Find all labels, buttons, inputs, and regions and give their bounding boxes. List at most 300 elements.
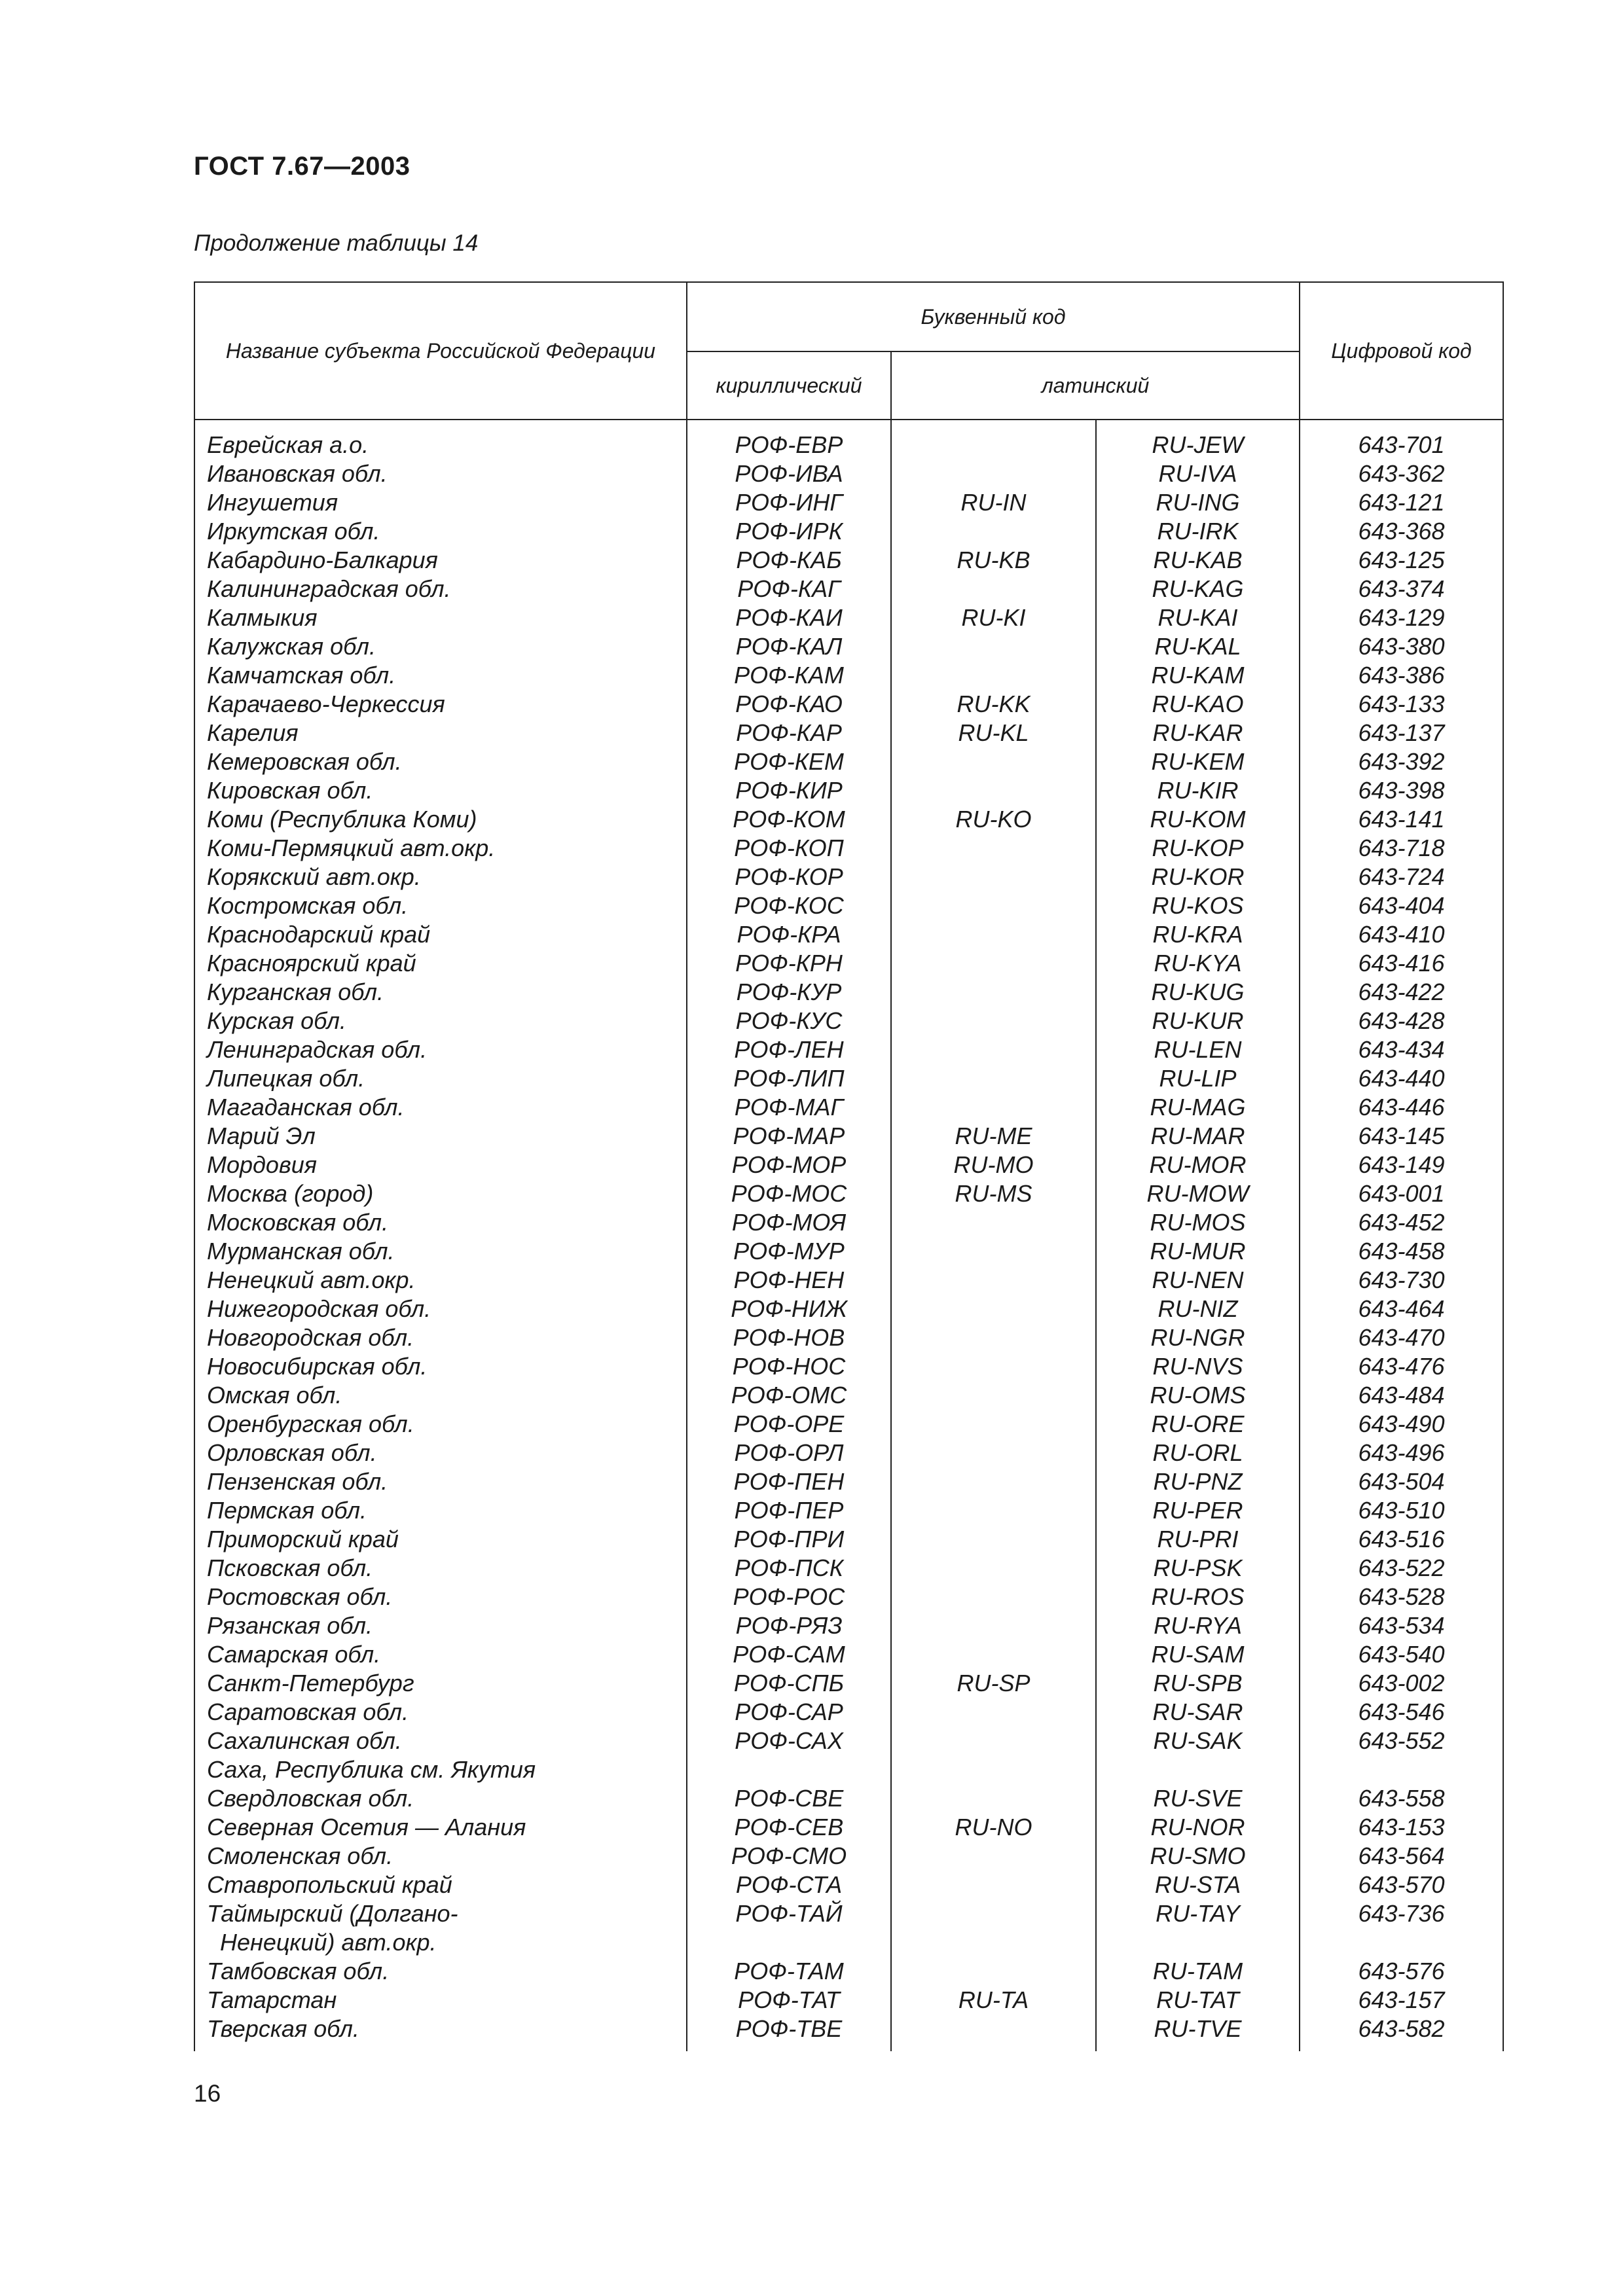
cell-digital-code-text: 643-496 xyxy=(1358,1439,1445,1466)
cell-digital-code-text: 643-484 xyxy=(1358,1382,1445,1408)
cell-digital-code xyxy=(1300,1727,1503,1755)
cell-cyrillic-code-text: РОФ-КУС xyxy=(735,1007,843,1034)
cell-cyrillic-code-text: РОФ-ОРЕ xyxy=(733,1410,845,1437)
cell-latin-3-code-text: RU-PSK xyxy=(1153,1554,1243,1581)
cell-digital-code xyxy=(1300,1899,1503,1928)
cell-subject-name-text: Новосибирская обл. xyxy=(207,1353,428,1380)
cell-latin-3-code-text: RU-TAM xyxy=(1152,1958,1243,1984)
cell-cyrillic-code-text: РОФ-КОР xyxy=(735,863,843,890)
cell-subject-name-text: Курганская обл. xyxy=(207,978,384,1005)
cell-digital-code xyxy=(1300,1381,1503,1410)
cell-digital-code xyxy=(1300,1410,1503,1439)
cell-cyrillic-code xyxy=(687,575,891,603)
cell-subject-name-text: Северная Осетия — Алания xyxy=(207,1814,526,1840)
cell-latin-3-code xyxy=(1096,459,1300,488)
cell-cyrillic-code xyxy=(687,1179,891,1208)
cell-latin-3-code xyxy=(1096,1093,1300,1122)
table-row xyxy=(194,1410,1503,1439)
table-body xyxy=(194,420,1503,2051)
cell-subject-name xyxy=(194,1899,687,1928)
cell-digital-code-text: 643-701 xyxy=(1358,431,1445,458)
cell-subject-name xyxy=(194,1122,687,1151)
cell-digital-code xyxy=(1300,1525,1503,1554)
cell-cyrillic-code-text: РОФ-КАО xyxy=(735,691,843,717)
cell-digital-code xyxy=(1300,1266,1503,1295)
cell-latin-2-code xyxy=(891,603,1096,632)
cell-latin-2-code xyxy=(891,459,1096,488)
cell-latin-3-code-text: RU-LEN xyxy=(1154,1036,1242,1063)
cell-latin-2-code-text: RU-MO xyxy=(953,1151,1034,1178)
cell-latin-3-code-text: RU-NVS xyxy=(1152,1353,1243,1380)
cell-subject-name-text: Кабардино-Балкария xyxy=(207,547,438,573)
cell-digital-code xyxy=(1300,1439,1503,1467)
cell-latin-3-code xyxy=(1096,805,1300,834)
cell-cyrillic-code-text: РОФ-МАР xyxy=(733,1122,845,1149)
cell-digital-code xyxy=(1300,834,1503,863)
table-caption: Продолжение таблицы 14 xyxy=(194,230,479,256)
cell-cyrillic-code xyxy=(687,1266,891,1295)
cell-latin-3-code xyxy=(1096,1323,1300,1352)
cell-latin-2-code xyxy=(891,1727,1096,1755)
cell-latin-3-code-text: RU-KUR xyxy=(1152,1007,1244,1034)
cell-latin-3-code xyxy=(1096,546,1300,575)
cell-latin-3-code xyxy=(1096,1611,1300,1640)
cell-latin-3-code xyxy=(1096,949,1300,978)
cell-subject-name-text: Самарская обл. xyxy=(207,1641,381,1668)
cell-latin-3-code xyxy=(1096,575,1300,603)
cell-subject-name xyxy=(194,2015,687,2051)
cell-cyrillic-code-text: РОФ-РЯЗ xyxy=(735,1612,843,1639)
cell-cyrillic-code xyxy=(687,1352,891,1381)
cell-digital-code-text: 643-452 xyxy=(1358,1209,1445,1236)
table-row xyxy=(194,1842,1503,1871)
cell-subject-name xyxy=(194,1640,687,1669)
cell-subject-name xyxy=(194,1727,687,1755)
cell-latin-3-code xyxy=(1096,488,1300,517)
cell-digital-code xyxy=(1300,1352,1503,1381)
table-row xyxy=(194,1957,1503,1986)
cell-subject-name xyxy=(194,1842,687,1871)
cell-digital-code-text: 643-145 xyxy=(1358,1122,1445,1149)
table-row xyxy=(194,1179,1503,1208)
cell-subject-name xyxy=(194,1871,687,1899)
cell-subject-name-text: Ростовская обл. xyxy=(207,1583,393,1610)
cell-latin-2-code xyxy=(891,1611,1096,1640)
cell-cyrillic-code-text: РОФ-САХ xyxy=(735,1727,843,1754)
cell-latin-2-code-text: RU-KB xyxy=(957,547,1030,573)
cell-cyrillic-code-text: РОФ-МАГ xyxy=(734,1094,844,1121)
cell-digital-code-text: 643-141 xyxy=(1358,806,1445,833)
cell-digital-code-text: 643-546 xyxy=(1358,1698,1445,1725)
cell-subject-name xyxy=(194,603,687,632)
cell-digital-code xyxy=(1300,1957,1503,1986)
cell-latin-2-code xyxy=(891,1352,1096,1381)
cell-cyrillic-code-text: РОФ-КАЛ xyxy=(735,633,843,660)
cell-subject-name-text: Приморский край xyxy=(207,1526,399,1552)
cell-digital-code-text: 643-398 xyxy=(1358,777,1445,804)
cell-digital-code xyxy=(1300,420,1503,459)
cell-latin-3-code xyxy=(1096,1525,1300,1554)
cell-cyrillic-code-text: РОФ-КАГ xyxy=(737,575,841,602)
page-number: 16 xyxy=(194,2080,221,2107)
cell-latin-2-code-text: RU-KL xyxy=(958,719,1029,746)
cell-latin-3-code-text: RU-ORE xyxy=(1151,1410,1245,1437)
cell-latin-3-code xyxy=(1096,1957,1300,1986)
table-row xyxy=(194,1928,1503,1957)
table-row xyxy=(194,747,1503,776)
cell-subject-name-text: Липецкая обл. xyxy=(207,1065,365,1092)
cell-latin-3-code xyxy=(1096,776,1300,805)
cell-cyrillic-code-text: РОФ-РОС xyxy=(733,1583,845,1610)
header-subject-name: Название субъекта Российской Федерации xyxy=(194,282,687,420)
cell-subject-name xyxy=(194,805,687,834)
cell-subject-name xyxy=(194,632,687,661)
cell-subject-name xyxy=(194,1583,687,1611)
cell-cyrillic-code xyxy=(687,805,891,834)
cell-latin-3-code xyxy=(1096,863,1300,891)
cell-cyrillic-code xyxy=(687,1957,891,1986)
cell-latin-3-code xyxy=(1096,1007,1300,1035)
cell-cyrillic-code xyxy=(687,459,891,488)
cell-cyrillic-code-text: РОФ-КАМ xyxy=(734,662,844,689)
cell-subject-name-text: Псковская обл. xyxy=(207,1554,373,1581)
cell-digital-code xyxy=(1300,661,1503,690)
cell-digital-code-text: 643-510 xyxy=(1358,1497,1445,1524)
cell-digital-code xyxy=(1300,2015,1503,2051)
table-row xyxy=(194,920,1503,949)
table-row xyxy=(194,949,1503,978)
cell-subject-name xyxy=(194,1669,687,1698)
cell-latin-2-code xyxy=(891,1007,1096,1035)
table-row xyxy=(194,1640,1503,1669)
cell-subject-name-text: Москва (город) xyxy=(207,1180,374,1207)
cell-latin-3-code-text: RU-MOR xyxy=(1149,1151,1247,1178)
table-row xyxy=(194,2015,1503,2051)
cell-digital-code-text: 643-558 xyxy=(1358,1785,1445,1812)
cell-latin-2-code xyxy=(891,632,1096,661)
cell-latin-2-code xyxy=(891,776,1096,805)
table-row xyxy=(194,1007,1503,1035)
cell-cyrillic-code-text: РОФ-ОМС xyxy=(731,1382,847,1408)
cell-digital-code-text: 643-458 xyxy=(1358,1238,1445,1265)
cell-digital-code-text: 643-552 xyxy=(1358,1727,1445,1754)
cell-latin-3-code-text: RU-NGR xyxy=(1150,1324,1245,1351)
cell-subject-name-text: Курская обл. xyxy=(207,1007,346,1034)
cell-latin-2-code xyxy=(891,1928,1096,1957)
cell-subject-name-text: Нижегородская обл. xyxy=(207,1295,431,1322)
cell-latin-3-code-text: RU-KRA xyxy=(1152,921,1243,948)
cell-subject-name-text: Кировская обл. xyxy=(207,777,373,804)
cell-cyrillic-code xyxy=(687,2015,891,2051)
cell-subject-name-text: Калужская обл. xyxy=(207,633,376,660)
cell-latin-3-code xyxy=(1096,1755,1300,1784)
cell-digital-code xyxy=(1300,632,1503,661)
table-row xyxy=(194,978,1503,1007)
cell-subject-name-text: Московская обл. xyxy=(207,1209,389,1236)
table-row xyxy=(194,1352,1503,1381)
cell-cyrillic-code xyxy=(687,1295,891,1323)
table-row xyxy=(194,1295,1503,1323)
table-row xyxy=(194,546,1503,575)
cell-subject-name xyxy=(194,834,687,863)
cell-digital-code xyxy=(1300,719,1503,747)
cell-digital-code xyxy=(1300,1669,1503,1698)
cell-digital-code-text: 643-121 xyxy=(1358,489,1445,516)
cell-subject-name-text: Тамбовская обл. xyxy=(207,1958,390,1984)
cell-cyrillic-code xyxy=(687,1554,891,1583)
cell-subject-name-text: Омская обл. xyxy=(207,1382,342,1408)
cell-subject-name-text: Пермская обл. xyxy=(207,1497,367,1524)
cell-cyrillic-code-text: РОФ-НОС xyxy=(732,1353,846,1380)
cell-subject-name xyxy=(194,1928,687,1957)
cell-latin-3-code xyxy=(1096,1727,1300,1755)
cell-subject-name xyxy=(194,1151,687,1179)
cell-cyrillic-code xyxy=(687,1986,891,2015)
cell-latin-3-code-text: RU-KOP xyxy=(1152,834,1244,861)
cell-subject-name xyxy=(194,488,687,517)
cell-latin-3-code-text: RU-TAT xyxy=(1156,1986,1239,2013)
cell-cyrillic-code-text: РОФ-ТАТ xyxy=(738,1986,840,2013)
cell-subject-name xyxy=(194,1208,687,1237)
cell-cyrillic-code-text: РОФ-ИВА xyxy=(735,460,843,487)
cell-cyrillic-code-text: РОФ-ЛЕН xyxy=(734,1036,844,1063)
cell-latin-3-code-text: RU-KOS xyxy=(1152,892,1244,919)
cell-digital-code-text: 643-576 xyxy=(1358,1958,1445,1984)
cell-latin-3-code xyxy=(1096,1410,1300,1439)
cell-cyrillic-code xyxy=(687,1151,891,1179)
cell-digital-code-text: 643-490 xyxy=(1358,1410,1445,1437)
cell-subject-name xyxy=(194,1986,687,2015)
cell-digital-code-text: 643-724 xyxy=(1358,863,1445,890)
cell-cyrillic-code-text: РОФ-КАИ xyxy=(735,604,843,631)
cell-cyrillic-code-text: РОФ-КЕМ xyxy=(734,748,844,775)
cell-latin-3-code-text: RU-SPB xyxy=(1153,1670,1243,1696)
table-row xyxy=(194,863,1503,891)
cell-latin-2-code xyxy=(891,1784,1096,1813)
cell-cyrillic-code-text: РОФ-ПРИ xyxy=(733,1526,845,1552)
cell-cyrillic-code xyxy=(687,1727,891,1755)
cell-subject-name xyxy=(194,517,687,546)
cell-latin-3-code xyxy=(1096,1554,1300,1583)
table-row xyxy=(194,1237,1503,1266)
cell-subject-name xyxy=(194,459,687,488)
cell-latin-2-code xyxy=(891,546,1096,575)
cell-latin-3-code-text: RU-JEW xyxy=(1152,431,1244,458)
cell-cyrillic-code-text: РОФ-ТАМ xyxy=(734,1958,844,1984)
cell-subject-name-text: Санкт-Петербург xyxy=(207,1670,414,1696)
cell-cyrillic-code-text: РОФ-ТВЕ xyxy=(735,2015,843,2042)
cell-latin-2-code xyxy=(891,1755,1096,1784)
header-cyrillic: кириллический xyxy=(687,351,891,420)
cell-digital-code xyxy=(1300,690,1503,719)
cell-subject-name-text: Свердловская обл. xyxy=(207,1785,414,1812)
cell-latin-3-code-text: RU-KYA xyxy=(1154,950,1242,977)
cell-subject-name xyxy=(194,1352,687,1381)
cell-digital-code xyxy=(1300,1237,1503,1266)
cell-latin-3-code-text: RU-NEN xyxy=(1152,1266,1244,1293)
cell-cyrillic-code xyxy=(687,1784,891,1813)
table-row xyxy=(194,1208,1503,1237)
cell-digital-code-text: 643-440 xyxy=(1358,1065,1445,1092)
cell-digital-code xyxy=(1300,1755,1503,1784)
cell-latin-2-code xyxy=(891,1554,1096,1583)
cell-digital-code xyxy=(1300,459,1503,488)
cell-subject-name-text: Ставропольский край xyxy=(207,1871,452,1898)
cell-digital-code xyxy=(1300,863,1503,891)
table-row xyxy=(194,776,1503,805)
cell-latin-2-code xyxy=(891,1439,1096,1467)
cell-cyrillic-code xyxy=(687,420,891,459)
cell-subject-name xyxy=(194,1410,687,1439)
cell-cyrillic-code-text: РОФ-ЛИП xyxy=(733,1065,845,1092)
cell-latin-3-code xyxy=(1096,1295,1300,1323)
cell-latin-2-code xyxy=(891,488,1096,517)
cell-latin-2-code-text: RU-MS xyxy=(955,1180,1032,1207)
table-row xyxy=(194,1035,1503,1064)
cell-latin-2-code-text: RU-KI xyxy=(961,604,1026,631)
cell-latin-2-code xyxy=(891,1093,1096,1122)
table-row xyxy=(194,1583,1503,1611)
cell-latin-3-code-text: RU-KOM xyxy=(1150,806,1246,833)
cell-subject-name-text: Камчатская обл. xyxy=(207,662,396,689)
cell-digital-code xyxy=(1300,1122,1503,1151)
cell-subject-name-text: Ненецкий авт.окр. xyxy=(207,1266,416,1293)
cell-cyrillic-code-text: РОФ-МУР xyxy=(733,1238,845,1265)
cell-latin-2-code xyxy=(891,517,1096,546)
cell-cyrillic-code xyxy=(687,546,891,575)
cell-cyrillic-code xyxy=(687,776,891,805)
cell-digital-code xyxy=(1300,805,1503,834)
cell-latin-3-code-text: RU-ROS xyxy=(1151,1583,1245,1610)
cell-digital-code xyxy=(1300,517,1503,546)
cell-cyrillic-code xyxy=(687,1467,891,1496)
cell-latin-2-code-text: RU-KK xyxy=(957,691,1030,717)
cell-digital-code-text: 643-464 xyxy=(1358,1295,1445,1322)
cell-subject-name xyxy=(194,546,687,575)
cell-digital-code xyxy=(1300,1698,1503,1727)
cell-latin-2-code xyxy=(891,805,1096,834)
cell-cyrillic-code-text: РОФ-СМО xyxy=(731,1842,847,1869)
cell-digital-code xyxy=(1300,1640,1503,1669)
cell-latin-3-code-text: RU-NIZ xyxy=(1158,1295,1238,1322)
cell-subject-name xyxy=(194,719,687,747)
cell-digital-code xyxy=(1300,1554,1503,1583)
cell-latin-3-code-text: RU-TAY xyxy=(1156,1900,1240,1927)
cell-subject-name xyxy=(194,920,687,949)
cell-latin-3-code-text: RU-PER xyxy=(1152,1497,1243,1524)
cell-subject-name xyxy=(194,891,687,920)
header-latin: латинский xyxy=(891,351,1300,420)
cell-latin-2-code xyxy=(891,1669,1096,1698)
cell-cyrillic-code-text: РОФ-КОП xyxy=(734,834,844,861)
cell-cyrillic-code-text: РОФ-КУР xyxy=(736,978,842,1005)
cell-digital-code xyxy=(1300,1842,1503,1871)
table-row xyxy=(194,632,1503,661)
cell-latin-2-code xyxy=(891,1381,1096,1410)
cell-cyrillic-code xyxy=(687,1122,891,1151)
cell-subject-name-text: Ивановская обл. xyxy=(207,460,388,487)
cell-latin-3-code-text: RU-KAO xyxy=(1152,691,1244,717)
cell-subject-name-text: Иркутская обл. xyxy=(207,518,380,545)
cell-subject-name-text: Магаданская обл. xyxy=(207,1094,405,1121)
table-row xyxy=(194,575,1503,603)
cell-latin-3-code xyxy=(1096,517,1300,546)
cell-latin-2-code xyxy=(891,690,1096,719)
cell-digital-code-text: 643-362 xyxy=(1358,460,1445,487)
cell-latin-3-code-text: RU-SVE xyxy=(1153,1785,1243,1812)
table-row xyxy=(194,1813,1503,1842)
cell-cyrillic-code-text: РОФ-ИРК xyxy=(735,518,843,545)
cell-latin-3-code xyxy=(1096,661,1300,690)
cell-digital-code-text: 643-528 xyxy=(1358,1583,1445,1610)
cell-subject-name-text: Еврейская а.о. xyxy=(207,431,369,458)
cell-latin-3-code xyxy=(1096,1467,1300,1496)
cell-subject-name xyxy=(194,1554,687,1583)
cell-cyrillic-code xyxy=(687,1496,891,1525)
cell-latin-3-code-text: RU-SAM xyxy=(1151,1641,1245,1668)
cell-subject-name-text: Марий Эл xyxy=(207,1122,316,1149)
cell-latin-3-code-text: RU-OMS xyxy=(1150,1382,1246,1408)
cell-latin-2-code xyxy=(891,1151,1096,1179)
cell-latin-2-code xyxy=(891,1842,1096,1871)
table-row xyxy=(194,1266,1503,1295)
cell-latin-3-code xyxy=(1096,719,1300,747)
cell-latin-2-code xyxy=(891,920,1096,949)
cell-digital-code xyxy=(1300,1583,1503,1611)
cell-latin-3-code-text: RU-PRI xyxy=(1157,1526,1239,1552)
cell-latin-2-code xyxy=(891,661,1096,690)
cell-latin-3-code xyxy=(1096,1151,1300,1179)
cell-latin-3-code xyxy=(1096,1842,1300,1871)
cell-subject-name xyxy=(194,863,687,891)
cell-cyrillic-code-text: РОФ-ЕВР xyxy=(735,431,843,458)
cell-latin-2-code xyxy=(891,420,1096,459)
cell-cyrillic-code xyxy=(687,690,891,719)
cell-latin-2-code xyxy=(891,575,1096,603)
cell-subject-name-text: Мурманская обл. xyxy=(207,1238,395,1265)
cell-cyrillic-code-text: РОФ-ПСК xyxy=(735,1554,843,1581)
cell-latin-2-code xyxy=(891,1899,1096,1928)
cell-subject-name xyxy=(194,1179,687,1208)
cell-subject-name-text: Красноярский край xyxy=(207,950,416,977)
cell-latin-2-code xyxy=(891,2015,1096,2051)
cell-latin-3-code-text: RU-MAG xyxy=(1150,1094,1246,1121)
cell-subject-name-text: Новгородская обл. xyxy=(207,1324,414,1351)
cell-cyrillic-code xyxy=(687,1237,891,1266)
cell-cyrillic-code xyxy=(687,488,891,517)
table-row xyxy=(194,1611,1503,1640)
cell-latin-3-code xyxy=(1096,1179,1300,1208)
cell-subject-name xyxy=(194,1611,687,1640)
table-row xyxy=(194,603,1503,632)
table-row xyxy=(194,719,1503,747)
cell-latin-3-code-text: RU-KOR xyxy=(1151,863,1245,890)
cell-latin-3-code-text: RU-SAR xyxy=(1152,1698,1243,1725)
cell-cyrillic-code xyxy=(687,920,891,949)
cell-latin-3-code-text: RU-MOW xyxy=(1146,1180,1249,1207)
header-digital-code: Цифровой код xyxy=(1300,282,1503,420)
cell-latin-3-code xyxy=(1096,1813,1300,1842)
cell-cyrillic-code-text: РОФ-КРА xyxy=(737,921,841,948)
cell-subject-name-text: Краснодарский край xyxy=(207,921,431,948)
cell-latin-2-code xyxy=(891,1640,1096,1669)
cell-latin-3-code-text: RU-SMO xyxy=(1150,1842,1246,1869)
cell-cyrillic-code xyxy=(687,1928,891,1957)
cell-cyrillic-code-text: РОФ-СЕВ xyxy=(734,1814,844,1840)
cell-digital-code-text: 643-504 xyxy=(1358,1468,1445,1495)
cell-cyrillic-code xyxy=(687,1611,891,1640)
cell-digital-code xyxy=(1300,1611,1503,1640)
